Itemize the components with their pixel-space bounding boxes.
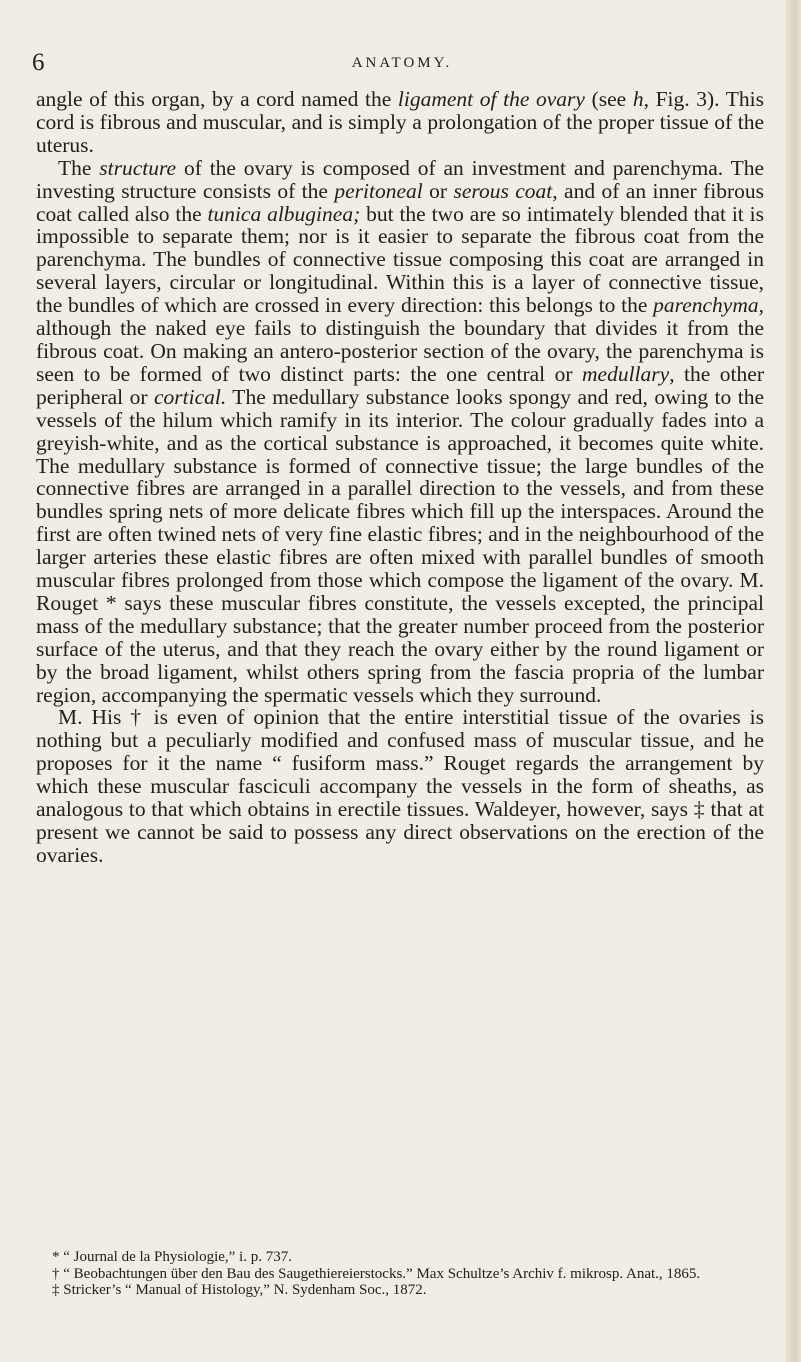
footnote-1: * “ Journal de la Physiologie,” i. p. 737. — [52, 1249, 292, 1265]
text-run: , the other peripheral or — [36, 361, 764, 409]
page-edge — [785, 0, 801, 1362]
italic-term: medullary — [582, 361, 670, 386]
running-head: ANATOMY. — [351, 55, 453, 71]
footnote-2: † “ Beobachtungen über den Bau des Saugethiereierstocks.” Max Schultze’s Archiv f. mikrosp. Anat., 1865. — [52, 1265, 701, 1282]
paragraph-1 — [36, 88, 764, 157]
text-run: angle of this organ, by a cord named the — [36, 87, 398, 111]
italic-term: peritoneal — [334, 178, 423, 203]
text-run: , and of an inner fibrous coat called also the — [36, 178, 764, 226]
italic-term: tunica albuginea; — [207, 201, 361, 226]
page-header — [32, 48, 772, 78]
text-run: or — [422, 178, 454, 203]
text-run: but the two are so intimately blended that it is impossible to separate them; nor is it easier to separate the fibrous coat from the parenchyma. The bundles of connective tissue composing this coat are arranged in several layers, circular or longitudinal. Within this is a layer of connective tissue, the bundles of which are crossed in every direction: this belongs to the — [36, 201, 764, 318]
text-run: The medullary substance looks spongy and red, owing to the vessels of the hilum which ramify in its interior. The colour gradually fades into a greyish-white, and as the cortical substance is approached, it becomes quite white. The medullary substance is formed of connective tissue; the large bundles of the connective fibres are arranged in a parallel direction to the vessels, and from these bundles spring nets of more delicate fibres which fill up the interspaces. Around the first are often twined nets of very fine elastic fibres; and in the neighbourhood of the larger arteries these elastic fibres are often mixed with parallel bundles of smooth muscular fibres prolonged from those which compose the ligament of the ovary. M. Rouget * says these muscular fibres constitute, the vessels excepted, the principal mass of the medullary substance; that the greater number proceed from the posterior surface of the uterus, and that they reach the ovary either by the round ligament or by the broad ligament, whilst others spring from the fascia propria of the lumbar region, accompanying the spermatic vessels which they surround. — [36, 384, 764, 707]
text-run: , Fig. 3). This cord is fibrous and muscular, and is simply a prolongation of the proper tissue of the uterus. — [36, 87, 764, 157]
body-text — [36, 88, 764, 867]
italic-term: structure — [99, 155, 177, 180]
italic-term: cortical. — [153, 384, 227, 409]
text-run: , although the naked eye fails to distinguish the boundary that divides it from the fibrous coat. On making an antero-posterior section of the ovary, the parenchyma is seen to be formed of two distinct parts: the one central or — [36, 293, 764, 386]
italic-term: parenchyma — [653, 293, 759, 318]
italic-term: ligament of the ovary — [397, 87, 585, 111]
text-run: The — [58, 155, 100, 180]
footnote-3: ‡ Stricker’s “ Manual of Histology,” N. Sydenham Soc., 1872. — [52, 1282, 427, 1299]
page-number: 6 — [32, 49, 45, 76]
paragraph-3: M. His † is even of opinion that the entire interstitial tissue of the ovaries is nothing but a peculiarly modified and confused mass of muscular tissue, and he proposes for it the name “ fusiform mass.” Rouget regards the arrangement by which these muscular fasciculi accompany the vessels in the form of sheaths, as analogous to that which obtains in erectile tissues. Waldeyer, however, says ‡ that at present we cannot be said to possess any direct observations on the erection of the ovaries. — [36, 705, 764, 867]
italic-term: serous coat — [453, 178, 553, 203]
italic-term: h — [632, 87, 644, 111]
footnotes — [52, 1249, 764, 1299]
paragraph-2 — [36, 157, 764, 707]
text-run: (see — [584, 87, 633, 111]
text-run: of the ovary is composed of an investment and parenchyma. The investing structure consists of the — [36, 155, 764, 203]
